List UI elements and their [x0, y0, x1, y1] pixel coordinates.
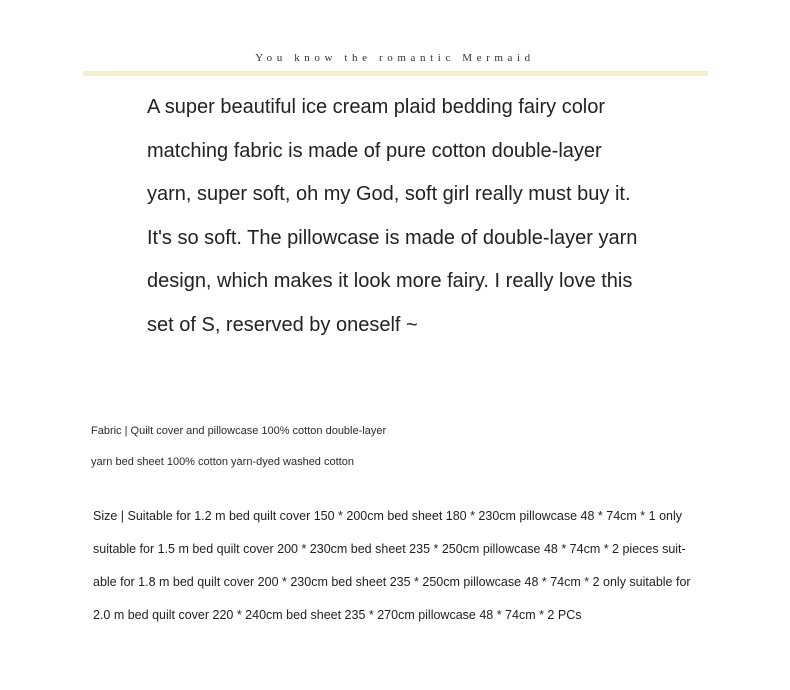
intro-line: A super beautiful ice cream plaid bedding fairy color [147, 96, 606, 118]
size-line: suitable for 1.5 m bed quilt cover 200 * 230cm bed sheet 235 * 250cm pillowcase 48 * 74cm * 2 pieces suit- [93, 542, 686, 556]
title-underline [83, 71, 708, 76]
page-title: You know the romantic Mermaid [255, 52, 535, 64]
size-line: 2.0 m bed quilt cover 220 * 240cm bed sheet 235 * 270cm pillowcase 48 * 74cm * 2 PCs [93, 608, 582, 622]
size-spec [93, 500, 733, 632]
intro-paragraph [147, 86, 707, 347]
size-line: able for 1.8 m bed quilt cover 200 * 230cm bed sheet 235 * 250cm pillowcase 48 * 74cm * 2 only suitable for [93, 575, 691, 589]
intro-line: It's so soft. The pillowcase is made of double-layer yarn [147, 226, 638, 249]
fabric-line: Fabric | Quilt cover and pillowcase 100% cotton double-layer [91, 425, 387, 437]
intro-line: yarn, super soft, oh my God, soft girl really must buy it. [147, 183, 631, 205]
fabric-spec [91, 416, 711, 478]
intro-line: set of S, reserved by oneself ~ [147, 313, 418, 336]
size-line: Size | Suitable for 1.2 m bed quilt cover 150 * 200cm bed sheet 180 * 230cm pillowcase 48 * 74cm * 1 only [93, 509, 683, 523]
fabric-line: yarn bed sheet 100% cotton yarn-dyed washed cotton [91, 456, 354, 468]
intro-line: design, which makes it look more fairy. I really love this [147, 270, 633, 292]
intro-line: matching fabric is made of pure cotton double-layer [147, 139, 602, 162]
